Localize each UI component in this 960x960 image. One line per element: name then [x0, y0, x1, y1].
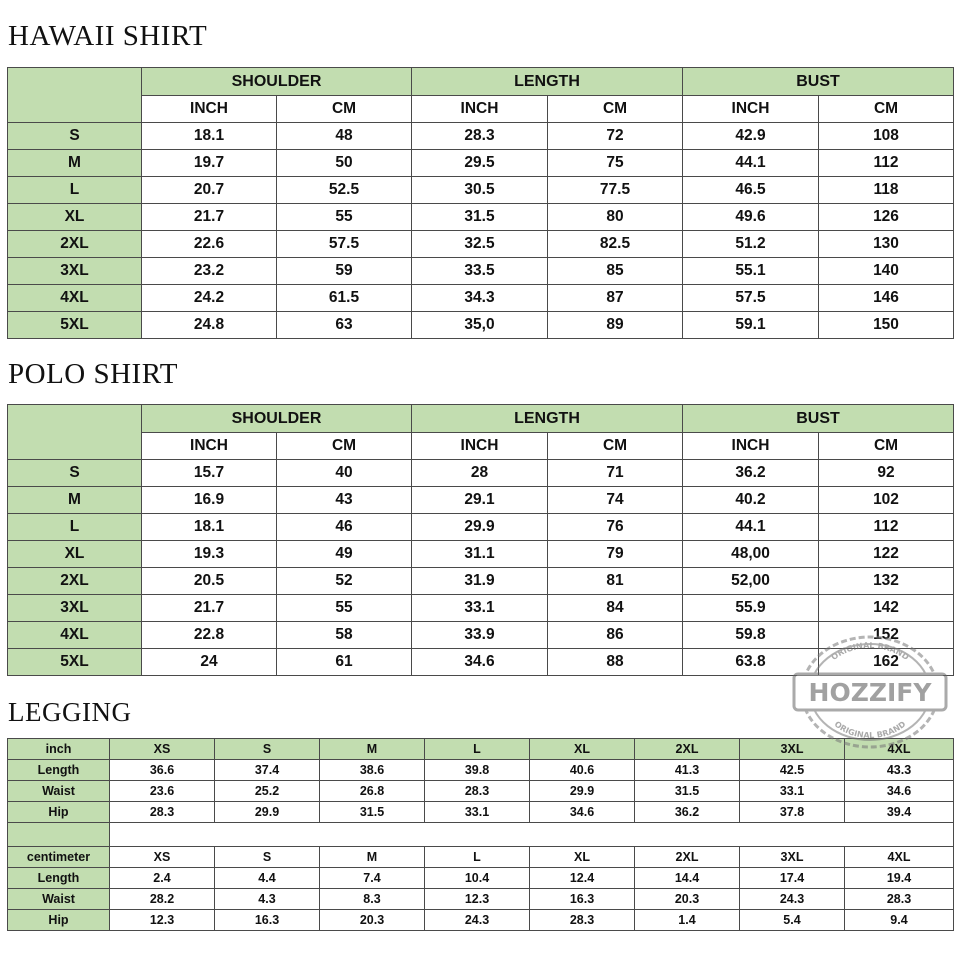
table-cell: 88: [548, 649, 683, 676]
table-cell: 20.5: [142, 568, 277, 595]
size-label: 4XL: [8, 285, 142, 312]
table-cell: 21.7: [142, 595, 277, 622]
table-cell: 19.4: [845, 868, 954, 889]
table-cell: 55: [277, 595, 412, 622]
unit-header: CM: [277, 433, 412, 460]
size-label: 5XL: [8, 312, 142, 339]
legging-size-table: [7, 738, 954, 931]
table-cell: 41.3: [635, 760, 740, 781]
table-cell: 18.1: [142, 123, 277, 150]
group-header-bust: BUST: [683, 68, 954, 96]
table-cell: 12.4: [530, 868, 635, 889]
table-cell: 82.5: [548, 231, 683, 258]
table-cell: 37.8: [740, 802, 845, 823]
size-header: 2XL: [635, 739, 740, 760]
table-cell: 39.8: [425, 760, 530, 781]
group-header-shoulder: SHOULDER: [142, 68, 412, 96]
table-row: [8, 568, 954, 595]
table-cell: 132: [819, 568, 954, 595]
table-cell: 55.1: [683, 258, 819, 285]
legging-title: LEGGING: [8, 697, 132, 727]
unit-header: INCH: [683, 433, 819, 460]
table-cell: 51.2: [683, 231, 819, 258]
table-cell: 12.3: [110, 910, 215, 931]
table-cell: 34.3: [412, 285, 548, 312]
unit-header: INCH: [142, 433, 277, 460]
table-cell: 72: [548, 123, 683, 150]
table-row: [8, 204, 954, 231]
table-cell: 32.5: [412, 231, 548, 258]
table-cell: 59.8: [683, 622, 819, 649]
measure-label: Length: [8, 760, 110, 781]
table-cell: 61: [277, 649, 412, 676]
table-cell: 9.4: [845, 910, 954, 931]
hawaii-group-header-row: [8, 68, 954, 96]
table-cell: 29.9: [215, 802, 320, 823]
stamp-ring-top: ORIGINAL BRAND: [829, 640, 911, 663]
table-cell: 23.6: [110, 781, 215, 802]
table-row: [8, 487, 954, 514]
table-cell: 24: [142, 649, 277, 676]
table-cell: 15.7: [142, 460, 277, 487]
table-cell: 49: [277, 541, 412, 568]
table-row: [8, 802, 954, 823]
table-cell: 29.5: [412, 150, 548, 177]
unit-header: CM: [548, 96, 683, 123]
table-cell: 20.3: [635, 889, 740, 910]
table-cell: 33.1: [425, 802, 530, 823]
table-cell: 52,00: [683, 568, 819, 595]
unit-label: inch: [8, 739, 110, 760]
table-cell: 44.1: [683, 150, 819, 177]
table-cell: 33.9: [412, 622, 548, 649]
table-cell: 40: [277, 460, 412, 487]
table-row: [8, 541, 954, 568]
size-header: S: [215, 847, 320, 868]
svg-text:ORIGINAL BRAND: [830, 641, 911, 662]
size-label: 4XL: [8, 622, 142, 649]
table-cell: 152: [819, 622, 954, 649]
table-row: [8, 285, 954, 312]
stamp-brand: HOZZIFY: [808, 678, 932, 707]
size-label: M: [8, 150, 142, 177]
measure-label: Waist: [8, 781, 110, 802]
table-cell: 87: [548, 285, 683, 312]
table-cell: 108: [819, 123, 954, 150]
unit-header: INCH: [412, 433, 548, 460]
table-cell: 118: [819, 177, 954, 204]
table-cell: 57.5: [277, 231, 412, 258]
table-cell: 46: [277, 514, 412, 541]
table-cell: 20.3: [320, 910, 425, 931]
table-cell: 28.3: [412, 123, 548, 150]
unit-header: INCH: [142, 96, 277, 123]
size-label: S: [8, 123, 142, 150]
table-row: [8, 123, 954, 150]
table-cell: 55: [277, 204, 412, 231]
table-cell: 52: [277, 568, 412, 595]
table-cell: 33.1: [740, 781, 845, 802]
table-cell: 112: [819, 150, 954, 177]
table-cell: 4.4: [215, 868, 320, 889]
table-cell: 85: [548, 258, 683, 285]
table-cell: 81: [548, 568, 683, 595]
legging-cm-header-row: [8, 847, 954, 868]
table-cell: 24.3: [425, 910, 530, 931]
group-header-length: LENGTH: [412, 68, 683, 96]
table-cell: 126: [819, 204, 954, 231]
size-header: L: [425, 739, 530, 760]
table-cell: 40.2: [683, 487, 819, 514]
table-cell: 22.6: [142, 231, 277, 258]
table-cell: 42.9: [683, 123, 819, 150]
table-cell: 19.3: [142, 541, 277, 568]
size-header: XS: [110, 739, 215, 760]
table-cell: 86: [548, 622, 683, 649]
table-cell: 39.4: [845, 802, 954, 823]
size-label: XL: [8, 204, 142, 231]
size-label: S: [8, 460, 142, 487]
table-cell: 8.3: [320, 889, 425, 910]
table-cell: 33.5: [412, 258, 548, 285]
table-cell: 22.8: [142, 622, 277, 649]
table-cell: 75: [548, 150, 683, 177]
table-cell: 40.6: [530, 760, 635, 781]
table-cell: 102: [819, 487, 954, 514]
table-row: [8, 231, 954, 258]
table-cell: 28.3: [425, 781, 530, 802]
table-cell: 146: [819, 285, 954, 312]
size-header: S: [215, 739, 320, 760]
table-cell: 59: [277, 258, 412, 285]
table-cell: 2.4: [110, 868, 215, 889]
hawaii-unit-header-row: [8, 96, 954, 123]
table-cell: 21.7: [142, 204, 277, 231]
table-cell: 31.1: [412, 541, 548, 568]
size-header-cell: [8, 405, 142, 460]
unit-header: INCH: [683, 96, 819, 123]
table-cell: 48,00: [683, 541, 819, 568]
table-row: [8, 595, 954, 622]
hawaii-size-table: [7, 67, 954, 339]
table-row: [8, 910, 954, 931]
group-header-bust: BUST: [683, 405, 954, 433]
table-cell: 122: [819, 541, 954, 568]
table-cell: 37.4: [215, 760, 320, 781]
table-cell: 42.5: [740, 760, 845, 781]
size-label: 2XL: [8, 568, 142, 595]
table-cell: 92: [819, 460, 954, 487]
table-cell: 34.6: [845, 781, 954, 802]
table-cell: 55.9: [683, 595, 819, 622]
table-cell: 80: [548, 204, 683, 231]
size-header: XL: [530, 739, 635, 760]
hozzify-stamp: [790, 630, 950, 755]
table-row: [8, 868, 954, 889]
table-cell: 10.4: [425, 868, 530, 889]
table-cell: 31.5: [412, 204, 548, 231]
table-cell: 61.5: [277, 285, 412, 312]
table-cell: 24.2: [142, 285, 277, 312]
table-cell: 59.1: [683, 312, 819, 339]
table-cell: 58: [277, 622, 412, 649]
table-row: [8, 781, 954, 802]
table-cell: 16.3: [530, 889, 635, 910]
size-label: 2XL: [8, 231, 142, 258]
table-row: [8, 889, 954, 910]
measure-label: Hip: [8, 802, 110, 823]
table-row: [8, 460, 954, 487]
table-cell: 28: [412, 460, 548, 487]
polo-group-header-row: [8, 405, 954, 433]
table-cell: 25.2: [215, 781, 320, 802]
table-cell: 36.2: [635, 802, 740, 823]
table-cell: 84: [548, 595, 683, 622]
group-header-length: LENGTH: [412, 405, 683, 433]
table-cell: 29.1: [412, 487, 548, 514]
measure-label: Length: [8, 868, 110, 889]
table-cell: 36.2: [683, 460, 819, 487]
table-cell: 28.3: [845, 889, 954, 910]
table-cell: 24.8: [142, 312, 277, 339]
unit-header: CM: [819, 433, 954, 460]
measure-label: Waist: [8, 889, 110, 910]
table-cell: 18.1: [142, 514, 277, 541]
table-cell: 36.6: [110, 760, 215, 781]
size-label: L: [8, 177, 142, 204]
table-cell: 140: [819, 258, 954, 285]
size-header: L: [425, 847, 530, 868]
table-cell: 44.1: [683, 514, 819, 541]
table-cell: 112: [819, 514, 954, 541]
table-cell: 48: [277, 123, 412, 150]
legging-spacer-row: [8, 823, 954, 847]
polo-unit-header-row: [8, 433, 954, 460]
size-header-cell: [8, 68, 142, 123]
table-cell: 63: [277, 312, 412, 339]
table-cell: 162: [819, 649, 954, 676]
size-header: 4XL: [845, 739, 954, 760]
table-cell: 26.8: [320, 781, 425, 802]
table-cell: 28.2: [110, 889, 215, 910]
polo-title: POLO SHIRT: [8, 358, 179, 390]
table-cell: 130: [819, 231, 954, 258]
spacer-cell: [110, 823, 954, 847]
table-cell: 17.4: [740, 868, 845, 889]
size-header: M: [320, 847, 425, 868]
unit-header: CM: [548, 433, 683, 460]
group-header-shoulder: SHOULDER: [142, 405, 412, 433]
measure-label: Hip: [8, 910, 110, 931]
table-cell: 34.6: [530, 802, 635, 823]
table-row: [8, 150, 954, 177]
table-cell: 52.5: [277, 177, 412, 204]
table-row: [8, 177, 954, 204]
hawaii-title: HAWAII SHIRT: [8, 20, 208, 52]
size-label: 3XL: [8, 258, 142, 285]
size-label: 3XL: [8, 595, 142, 622]
size-header: 3XL: [740, 739, 845, 760]
spacer-label-cell: [8, 823, 110, 847]
svg-text:ORIGINAL BRAND: [833, 719, 908, 740]
table-cell: 77.5: [548, 177, 683, 204]
table-cell: 28.3: [110, 802, 215, 823]
table-cell: 5.4: [740, 910, 845, 931]
table-cell: 79: [548, 541, 683, 568]
table-cell: 43: [277, 487, 412, 514]
size-label: XL: [8, 541, 142, 568]
table-cell: 12.3: [425, 889, 530, 910]
table-cell: 57.5: [683, 285, 819, 312]
table-row: [8, 760, 954, 781]
table-cell: 142: [819, 595, 954, 622]
size-header: M: [320, 739, 425, 760]
unit-header: CM: [277, 96, 412, 123]
table-cell: 23.2: [142, 258, 277, 285]
table-cell: 43.3: [845, 760, 954, 781]
table-cell: 49.6: [683, 204, 819, 231]
table-cell: 7.4: [320, 868, 425, 889]
size-label: 5XL: [8, 649, 142, 676]
table-cell: 30.5: [412, 177, 548, 204]
table-cell: 29.9: [530, 781, 635, 802]
table-cell: 4.3: [215, 889, 320, 910]
table-cell: 16.9: [142, 487, 277, 514]
table-cell: 34.6: [412, 649, 548, 676]
table-cell: 20.7: [142, 177, 277, 204]
table-row: [8, 312, 954, 339]
unit-header: CM: [819, 96, 954, 123]
table-cell: 16.3: [215, 910, 320, 931]
size-header: XS: [110, 847, 215, 868]
stamp-ring-bottom: ORIGINAL BRAND: [832, 719, 908, 741]
table-cell: 74: [548, 487, 683, 514]
table-cell: 24.3: [740, 889, 845, 910]
table-cell: 31.5: [320, 802, 425, 823]
table-cell: 89: [548, 312, 683, 339]
table-cell: 50: [277, 150, 412, 177]
unit-header: INCH: [412, 96, 548, 123]
table-cell: 63.8: [683, 649, 819, 676]
size-header: 2XL: [635, 847, 740, 868]
table-cell: 38.6: [320, 760, 425, 781]
table-cell: 14.4: [635, 868, 740, 889]
size-header: 3XL: [740, 847, 845, 868]
size-header: 4XL: [845, 847, 954, 868]
table-cell: 46.5: [683, 177, 819, 204]
size-label: M: [8, 487, 142, 514]
unit-label: centimeter: [8, 847, 110, 868]
table-cell: 71: [548, 460, 683, 487]
table-cell: 31.5: [635, 781, 740, 802]
table-cell: 29.9: [412, 514, 548, 541]
table-cell: 35,0: [412, 312, 548, 339]
table-cell: 33.1: [412, 595, 548, 622]
table-cell: 76: [548, 514, 683, 541]
table-row: [8, 258, 954, 285]
size-label: L: [8, 514, 142, 541]
table-cell: 1.4: [635, 910, 740, 931]
table-cell: 150: [819, 312, 954, 339]
size-header: XL: [530, 847, 635, 868]
table-cell: 19.7: [142, 150, 277, 177]
table-cell: 28.3: [530, 910, 635, 931]
table-row: [8, 514, 954, 541]
table-cell: 31.9: [412, 568, 548, 595]
